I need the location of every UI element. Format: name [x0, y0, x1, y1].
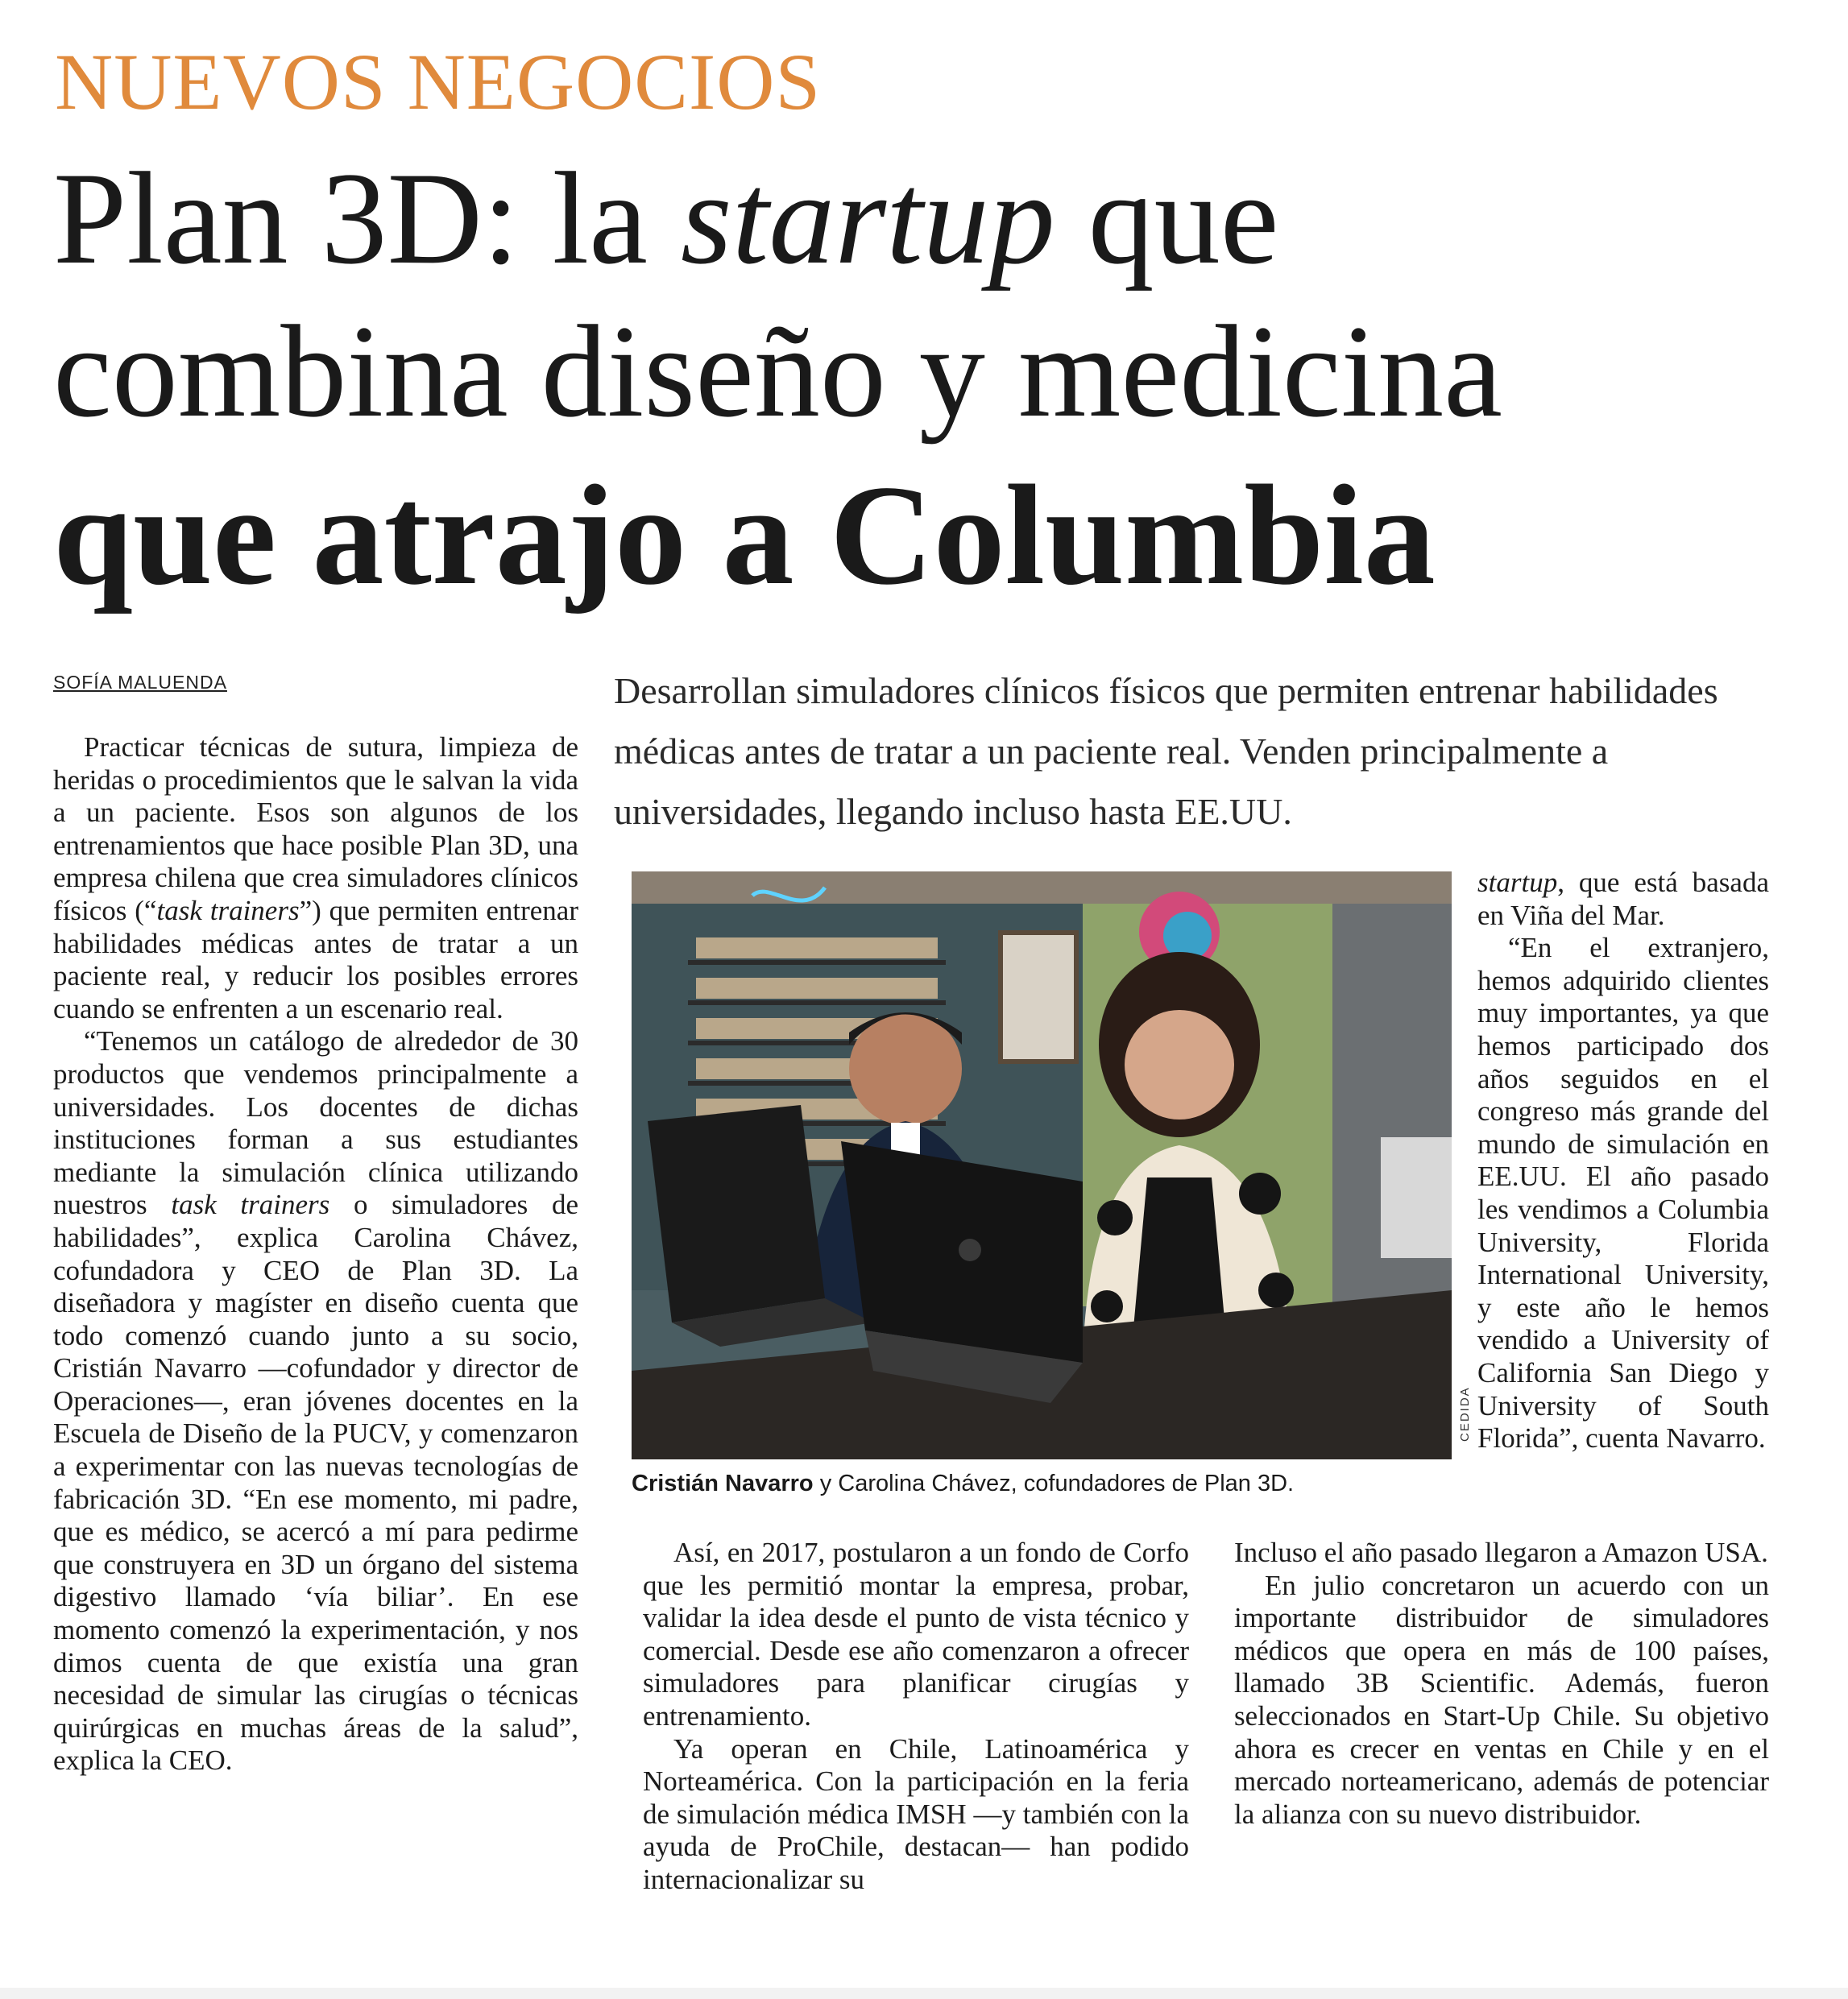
section-title: NUEVOS NEGOCIOS — [55, 37, 822, 126]
byline: SOFÍA MALUENDA — [53, 672, 227, 693]
article-column-2 — [643, 1537, 1189, 1897]
article-column-3 — [1234, 1537, 1769, 1831]
paragraph: Ya operan en Chile, Latinoamérica y Norteamérica. Con la participación en la feria de simulación médica IMSH —y también con la ayuda de ProChile, destacan— han podido internacionalizar su — [643, 1732, 1189, 1895]
paragraph: En julio concretaron un acuerdo con un importante distribuidor de simuladores médicos que opera en más de 100 países, llamado 3B Scientific. Además, fueron seleccionados en Start-Up Chile. Su objetivo ahora es crecer en ventas en Chile y en el mercado norteamericano, además de potenciar la alianza con su nuevo distribuidor. — [1234, 1569, 1769, 1830]
paragraph: “En el extranjero, hemos adquirido clientes muy importantes, ya que hemos participado dos años seguidos en el congreso más grande del mundo de simulación en EE.UU. El año pasado les vendimos a Columbia University, Florida International University, y este año le hemos vendido a University of California San Diego y University of South Florida”, cuenta Navarro. — [1477, 932, 1769, 1455]
paragraph: Practicar técnicas de sutura, limpieza de heridas o procedimientos que le salvan la vida a un paciente. Esos son algunos de los entrenamientos que hace posible Plan 3D, una empresa chilena que crea simuladores clínicos físicos (“task trainers”) que permiten entrenar habilidades médicas antes de tratar a un paciente real, y reducir los posibles errores cuando se enfrenten a un escenario real. — [53, 731, 578, 1024]
headline-line-2: combina diseño y medicina — [53, 299, 1502, 445]
paragraph: startup, que está basada en Viña del Mar. — [1477, 867, 1769, 931]
headline-line-1: Plan 3D: la startup que — [53, 146, 1279, 292]
paragraph: “Tenemos un catálogo de alrededor de 30 productos que vendemos principalmente a universidades. Los docentes de dichas instituciones forman a sus estudiantes mediante la simulación clínica utilizando nuestros task trainers o simuladores de habilidades”, explica Carolina Chávez, cofundadora y CEO de Plan 3D. La diseñadora y magíster en diseño cuenta que todo comenzó cuando junto a su socio, Cristián Navarro —cofundador y director de Operaciones—, eran jóvenes docentes en la Escuela de Diseño de la PUCV, y comenzaron a experimentar con las nuevas tecnologías de fabricación 3D. “En ese momento, mi padre, que es médico, se acercó a mí para pedirme que construyera en 3D un órgano del sistema digestivo llamado ‘vía biliar’. En ese momento comenzó la experimentación, y nos dimos cuenta de que existía una gran necesidad de simular las cirugías o técnicas quirúrgicas en muchas áreas de la salud”, explica la CEO. — [53, 1025, 578, 1777]
page-bottom-edge — [0, 1988, 1848, 1999]
cofounders-photo — [632, 871, 1452, 1459]
article-column-side — [1477, 867, 1769, 1455]
deck-summary: Desarrollan simuladores clínicos físicos que permiten entrenar habilidades médicas antes de tratar a un paciente real. Venden principalmente a universidades, llegando incluso hasta EE.UU. — [614, 670, 1718, 832]
paragraph: Así, en 2017, postularon a un fondo de Corfo que les permitió montar la empresa, probar, validar la idea desde el punto de vista técnico y comercial. Desde ese año comenzaron a ofrecer simuladores para planificar cirugías y entrenamiento. — [643, 1537, 1189, 1732]
headline-line-3: que atrajo a Columbia — [53, 455, 1436, 615]
photo-caption: Cristián Navarro y Carolina Chávez, cofundadores de Plan 3D. — [632, 1471, 1295, 1496]
photo-credit: CEDIDA — [1458, 1386, 1472, 1442]
paragraph: Incluso el año pasado llegaron a Amazon USA. — [1234, 1537, 1768, 1568]
article-column-1 — [53, 731, 578, 1778]
